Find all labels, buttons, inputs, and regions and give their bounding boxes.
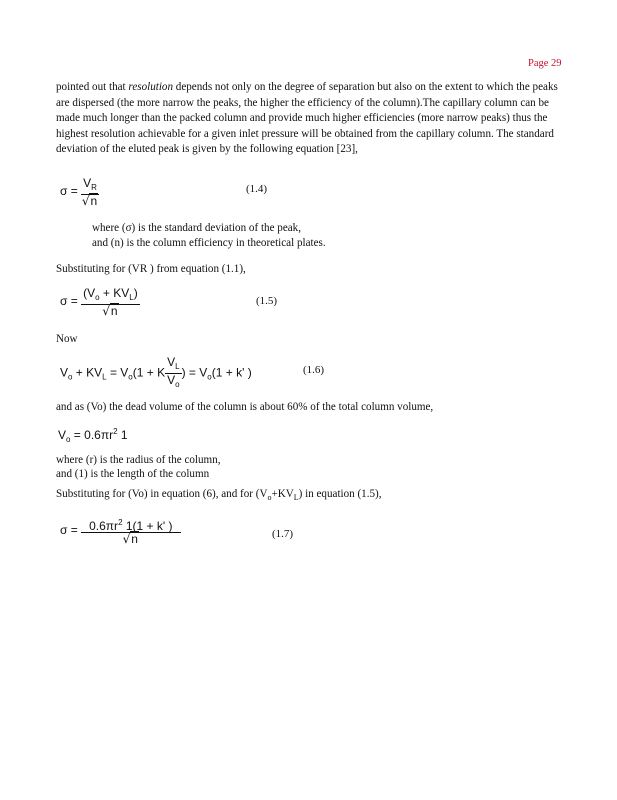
eq16-t4: (1 + K xyxy=(132,365,166,380)
eq16-t1-sub: o xyxy=(68,372,73,382)
vo-end: 1 xyxy=(117,428,128,442)
vo-sub: o xyxy=(66,435,71,444)
subst2-a-sub: o xyxy=(267,493,272,502)
equation-number-1-5: (1.5) xyxy=(256,295,278,307)
sqrt-symbol: √ xyxy=(102,304,110,318)
eq14-lhs: σ = xyxy=(60,184,78,199)
eq16-t5: ) = V xyxy=(181,365,208,380)
vo-mid: = 0.6πr xyxy=(70,428,114,442)
subst2-b: +KV xyxy=(271,488,294,500)
eq17-num-a: 0.6πr xyxy=(89,519,119,533)
eq15-num-c: ) xyxy=(133,286,138,300)
sqrt-symbol: √ xyxy=(122,532,131,546)
equation-vo xyxy=(58,427,128,444)
vo-sup: 2 xyxy=(113,427,118,436)
where-sigma-line: where (σ) is the standard deviation of the peak, xyxy=(92,222,301,234)
eq15-den: n xyxy=(110,304,118,318)
substituting-vr-line: Substituting for (VR ) from equation (1.1), xyxy=(56,263,246,275)
eq16-t3: = V xyxy=(106,365,129,380)
eq16-frac-den: V xyxy=(167,373,176,387)
intro-text-1: pointed out that xyxy=(56,81,129,93)
eq16-t5-sub: o xyxy=(207,372,212,382)
eq16-frac-num: V xyxy=(167,355,176,369)
eq17-lhs: σ = xyxy=(60,523,78,538)
eq16-t1: V xyxy=(60,365,69,380)
eq17-fraction xyxy=(81,517,180,545)
where-r-line: where (r) is the radius of the column, xyxy=(56,454,221,466)
eq15-num-b: + KV xyxy=(99,286,130,300)
eq16-fraction xyxy=(165,356,181,391)
eq17-den: n xyxy=(131,532,138,546)
vo-v: V xyxy=(58,428,67,442)
equation-1-7 xyxy=(60,517,181,545)
eq16-t2-sub: L xyxy=(102,372,107,382)
eq15-num-b-sub: L xyxy=(129,293,134,302)
eq14-num: V xyxy=(83,176,92,190)
eq15-fraction xyxy=(81,287,140,317)
equation-number-1-7: (1.7) xyxy=(272,528,294,540)
equation-number-1-4: (1.4) xyxy=(246,183,268,195)
eq15-num-a-sub: o xyxy=(95,293,100,302)
eq14-num-sub: R xyxy=(91,183,97,192)
subst2-a: Substituting for (Vo) in equation (6), and for (V xyxy=(56,488,268,500)
equation-1-5 xyxy=(60,287,140,317)
eq17-num-sup: 2 xyxy=(118,518,123,527)
eq16-t2: + KV xyxy=(72,365,103,380)
substituting-vo-line xyxy=(56,487,382,506)
subst2-c: ) in equation (1.5), xyxy=(298,488,382,500)
dead-volume-line: and as (Vo) the dead volume of the column is about 60% of the total column volume, xyxy=(56,401,434,413)
now-label: Now xyxy=(56,333,78,345)
where-n-line: and (n) is the column efficiency in theoretical plates. xyxy=(92,237,326,249)
eq16-t6: (1 + k' ) xyxy=(211,365,252,380)
subst2-b-sub: L xyxy=(293,493,299,502)
eq16-t3-sub: o xyxy=(128,372,133,382)
eq14-fraction xyxy=(81,177,99,207)
intro-text-2: depends not only on the degree of separation but also on the extent to which the peaks are dispersed (the more narrow the peaks, the higher the efficiency of the column).The capillary column can be made much longer than the packed column and provide much higher efficiencies (more narrow peaks) thus the highest resolution achievable for a given inlet pressure will be obtained from the capillary column. The standard deviation of the eluted peak is given by the following equation [23], xyxy=(56,81,558,155)
eq15-lhs: σ = xyxy=(60,294,78,309)
eq17-num-b: 1(1 + k' ) xyxy=(122,519,173,533)
equation-1-4 xyxy=(60,177,99,207)
eq16-frac-num-sub: L xyxy=(175,362,180,371)
equation-number-1-6: (1.6) xyxy=(303,364,325,376)
where-l-line: and (1) is the length of the column xyxy=(56,468,210,480)
paragraph-intro xyxy=(56,80,568,158)
resolution-emphasis: resolution xyxy=(128,81,174,93)
eq14-den: n xyxy=(90,194,98,208)
sqrt-symbol: √ xyxy=(81,194,90,208)
eq15-num-a: (V xyxy=(83,286,96,300)
page-number: Page 29 xyxy=(528,58,562,69)
eq16-frac-den-sub: o xyxy=(175,380,180,389)
equation-1-6 xyxy=(60,356,252,391)
